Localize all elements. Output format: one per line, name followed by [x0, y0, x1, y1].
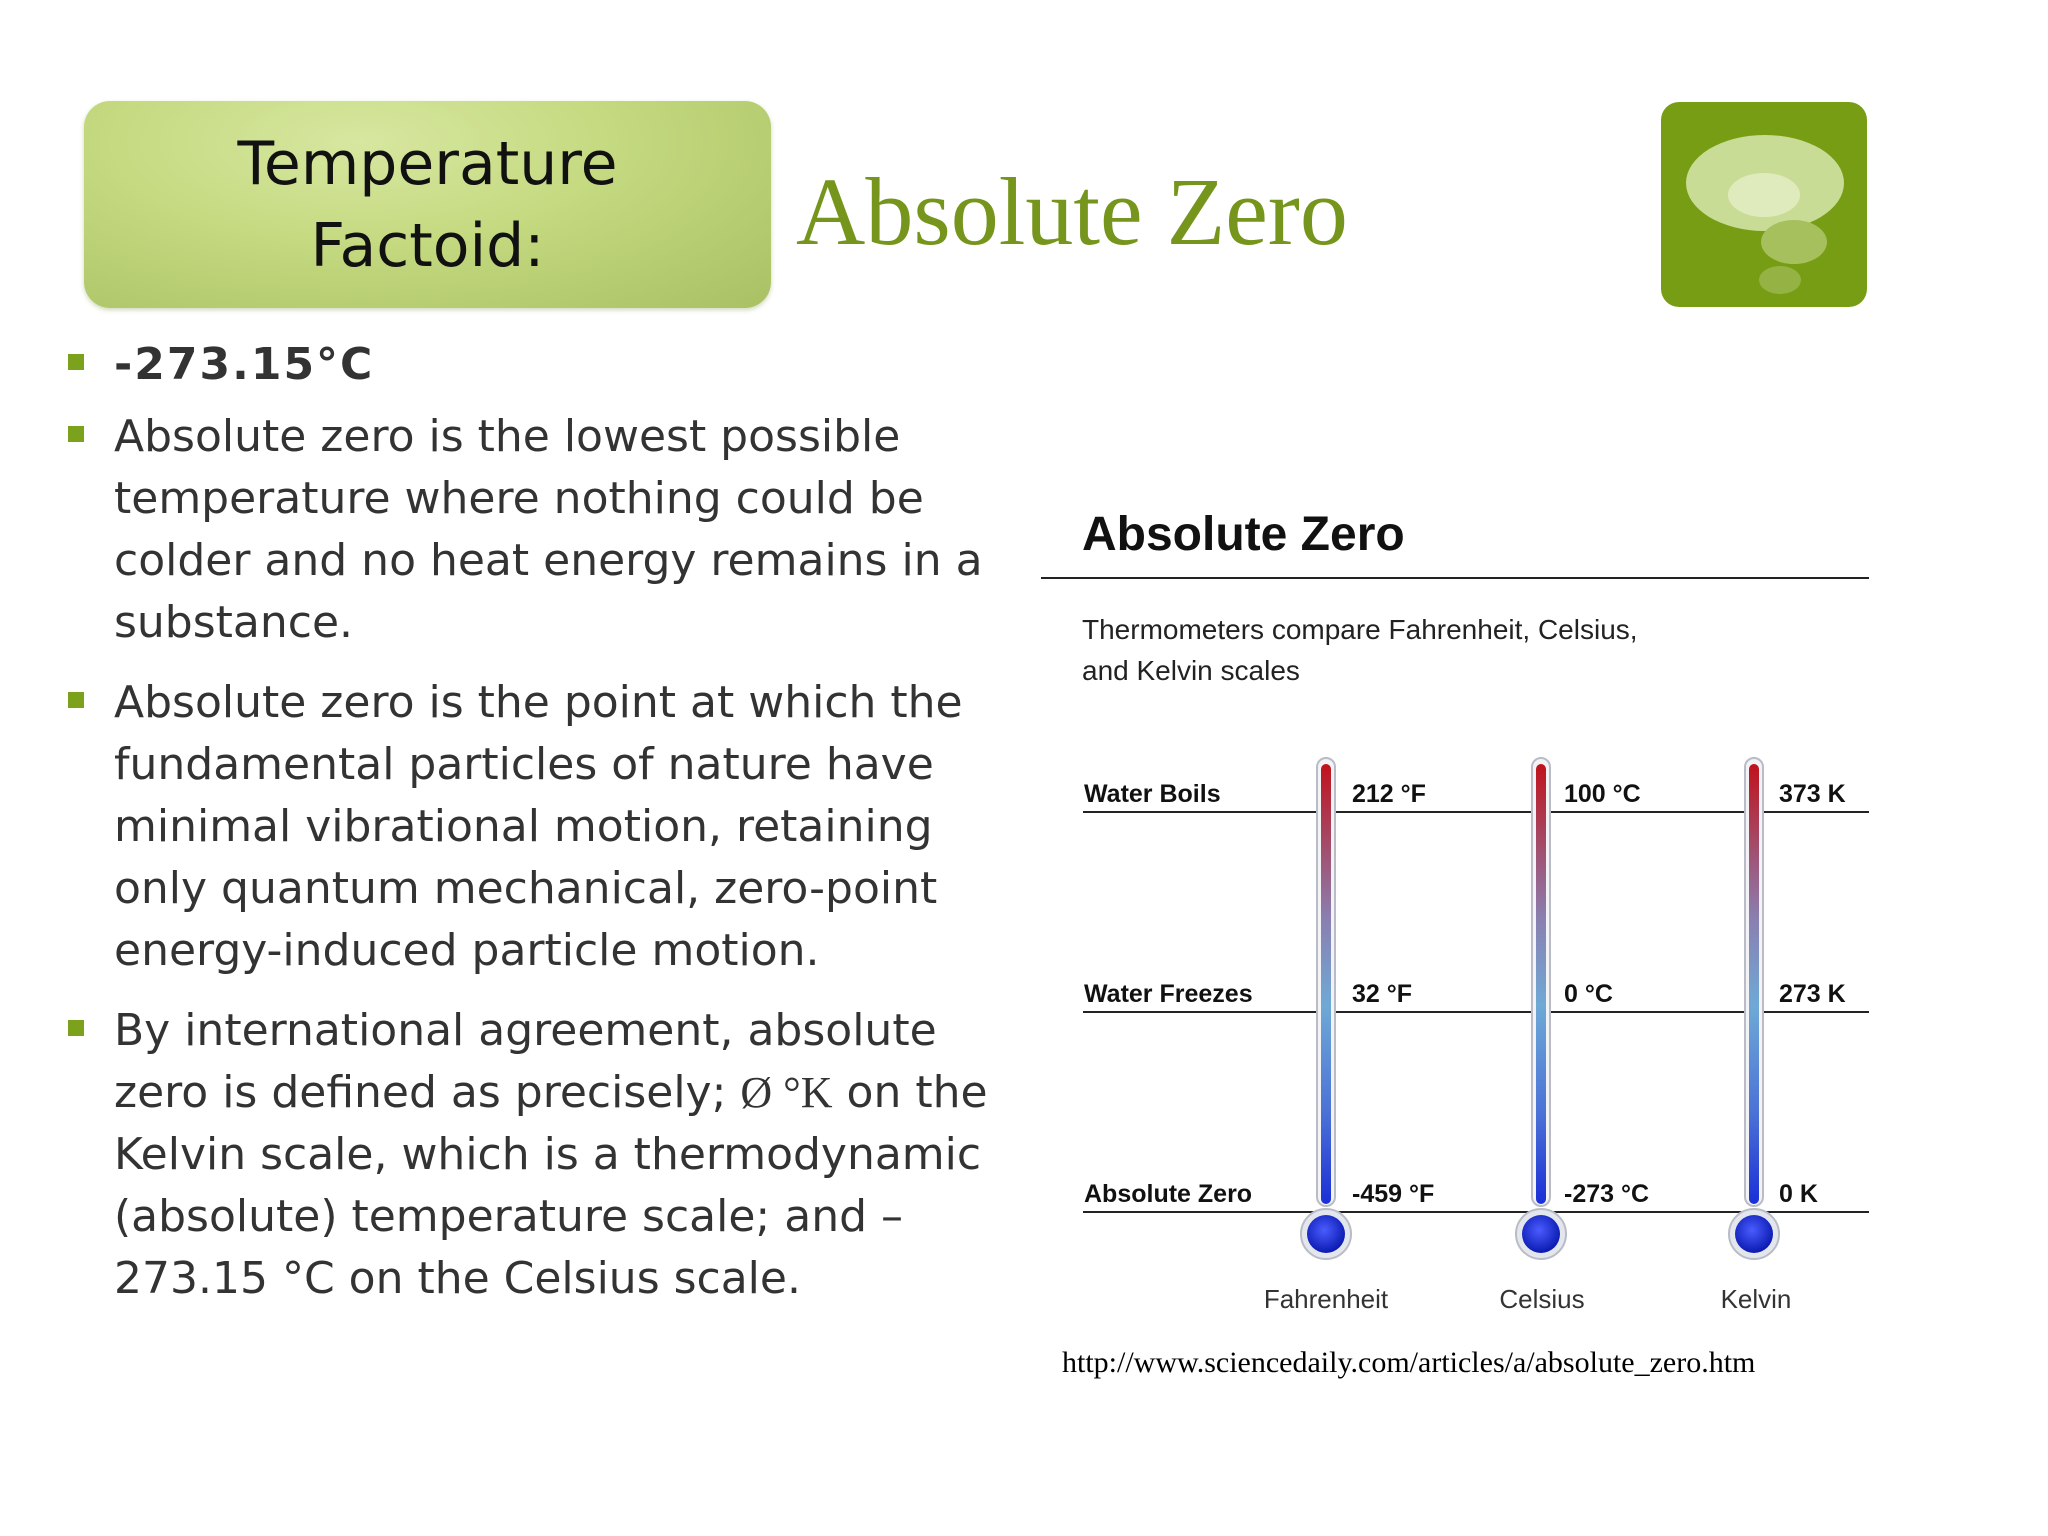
thought-bubble-logo-icon: [1661, 102, 1867, 307]
bullet-marker-icon: [68, 426, 84, 442]
bullet-text-part-b: on the Kelvin scale, which is a thermodynamic (absolute) temperature scale; and –273.15 °C on the Celsius scale.: [114, 1067, 988, 1304]
factoid-banner: [84, 101, 771, 308]
bullet-text: -273.15°C: [114, 339, 375, 390]
figure-title: Absolute Zero: [1082, 508, 1405, 561]
kelvin-symbol-text: Ø °K: [740, 1068, 833, 1117]
bullet-item: [64, 406, 1024, 654]
celsius-thermometer-icon: [1516, 758, 1566, 1259]
bullet-text: Absolute zero is the point at which the fundamental particles of nature have minimal vibrational motion, retaining only quantum mechanical, zero-point energy-induced particle motion.: [114, 677, 963, 976]
factoid-line-1: Temperature: [237, 128, 618, 199]
fahrenheit-zero-value: -459 °F: [1352, 1180, 1435, 1208]
row-label-absolute-zero: Absolute Zero: [1084, 1180, 1253, 1208]
bullet-marker-icon: [68, 692, 84, 708]
factoid-line-2: Factoid:: [310, 210, 545, 281]
kelvin-boils-value: 373 K: [1779, 780, 1846, 808]
celsius-boils-value: 100 °C: [1564, 780, 1641, 808]
figure-subtitle-line-2: and Kelvin scales: [1082, 655, 1300, 686]
kelvin-zero-value: 0 K: [1779, 1180, 1818, 1208]
bullet-item: [64, 672, 1024, 982]
figure-subtitle-line-1: Thermometers compare Fahrenheit, Celsius,: [1082, 614, 1638, 645]
bullet-list: [64, 334, 1024, 1328]
thermometer-figure: [1040, 500, 1880, 1400]
kelvin-thermometer-icon: [1729, 758, 1779, 1259]
fahrenheit-freezes-value: 32 °F: [1352, 980, 1413, 1008]
bullet-marker-icon: [68, 1020, 84, 1036]
scale-label-celsius: Celsius: [1499, 1284, 1585, 1314]
celsius-freezes-value: 0 °C: [1564, 980, 1613, 1008]
row-label-water-freezes: Water Freezes: [1084, 980, 1253, 1008]
bullet-item: [64, 334, 1024, 396]
scale-label-fahrenheit: Fahrenheit: [1263, 1284, 1389, 1314]
source-citation-link[interactable]: http://www.sciencedaily.com/articles/a/absolute_zero.htm: [1062, 1346, 1756, 1379]
bullet-item: [64, 1000, 1024, 1310]
bullet-marker-icon: [68, 354, 84, 370]
celsius-zero-value: -273 °C: [1564, 1180, 1650, 1208]
kelvin-freezes-value: 273 K: [1779, 980, 1846, 1008]
fahrenheit-boils-value: 212 °F: [1352, 780, 1426, 808]
slide-title: Absolute Zero: [796, 158, 1348, 265]
bullet-text: Absolute zero is the lowest possible temperature where nothing could be colder and no heat energy remains in a substance.: [114, 411, 983, 648]
bullet-text-part-a: By international agreement, absolute zero is defined as precisely;: [114, 1005, 937, 1118]
fahrenheit-thermometer-icon: [1301, 758, 1351, 1259]
scale-label-kelvin: Kelvin: [1720, 1284, 1792, 1314]
row-label-water-boils: Water Boils: [1084, 780, 1221, 808]
